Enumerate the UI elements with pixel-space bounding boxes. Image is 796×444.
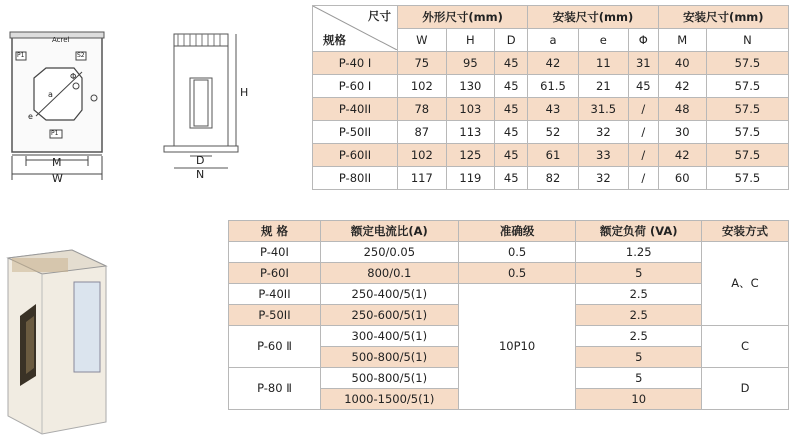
- header-ratio: 额定电流比(A): [320, 221, 458, 242]
- cell-model: P-60I: [229, 263, 321, 284]
- cell-e: 31.5: [578, 98, 628, 121]
- label-w: W: [52, 172, 63, 185]
- cell-load: 5: [576, 263, 702, 284]
- label-p2: S2: [77, 52, 85, 59]
- cell-class: 0.5: [458, 263, 576, 284]
- cell-load: 10: [576, 389, 702, 410]
- header-mount: 安装方式: [701, 221, 788, 242]
- label-p1: P1: [17, 52, 25, 59]
- cell-phi: /: [629, 121, 659, 144]
- cell-mount-c: C: [701, 326, 788, 368]
- cell-load: 2.5: [576, 305, 702, 326]
- cell-w: 87: [398, 121, 447, 144]
- cell-ratio: 500-800/5(1): [320, 368, 458, 389]
- cell-d: 45: [495, 121, 528, 144]
- subheader-a: a: [528, 29, 578, 52]
- cell-h: 125: [446, 144, 495, 167]
- cell-m: 30: [658, 121, 706, 144]
- label-phi: Φ: [70, 72, 77, 81]
- cell-a: 42: [528, 52, 578, 75]
- cell-w: 78: [398, 98, 447, 121]
- cell-phi: 45: [629, 75, 659, 98]
- ratings-table: [228, 220, 789, 410]
- product-photo: [2, 236, 110, 436]
- cell-m: 48: [658, 98, 706, 121]
- cell-w: 102: [398, 144, 447, 167]
- cell-phi: 31: [629, 52, 659, 75]
- cell-class-merged: 10P10: [458, 284, 576, 410]
- cell-n: 57.5: [706, 98, 788, 121]
- cell-a: 82: [528, 167, 578, 190]
- label-d: D: [196, 154, 205, 167]
- cell-w: 75: [398, 52, 447, 75]
- cell-load: 5: [576, 347, 702, 368]
- cell-load: 5: [576, 368, 702, 389]
- cell-model: P-60II: [313, 144, 398, 167]
- cell-mount-d: D: [701, 368, 788, 410]
- cell-ratio: 250-600/5(1): [320, 305, 458, 326]
- subheader-w: W: [398, 29, 447, 52]
- cell-model: P-40I: [229, 242, 321, 263]
- cell-n: 57.5: [706, 144, 788, 167]
- cell-ratio: 1000-1500/5(1): [320, 389, 458, 410]
- cell-e: 32: [578, 167, 628, 190]
- label-n: N: [196, 168, 205, 181]
- corner-bottom-label: 规格: [323, 33, 346, 48]
- cell-n: 57.5: [706, 121, 788, 144]
- cell-model: P-80II: [313, 167, 398, 190]
- cell-model: P-40II: [229, 284, 321, 305]
- label-s1: P1: [51, 130, 59, 137]
- header-model: 规 格: [229, 221, 321, 242]
- cell-e: 32: [578, 121, 628, 144]
- subheader-m: M: [658, 29, 706, 52]
- dimensions-table: [312, 5, 789, 190]
- group-header-install2: 安装尺寸(mm): [658, 6, 788, 29]
- table-row: [313, 121, 789, 144]
- cell-d: 45: [495, 144, 528, 167]
- cell-load: 1.25: [576, 242, 702, 263]
- label-acrel: Acrel: [52, 36, 70, 44]
- cell-model: P-40 I: [313, 52, 398, 75]
- table-header-row: [229, 221, 789, 242]
- cell-class: 0.5: [458, 242, 576, 263]
- side-view-drawing: [160, 28, 250, 188]
- label-m: M: [52, 156, 62, 169]
- cell-model: P-50II: [313, 121, 398, 144]
- cell-d: 45: [495, 52, 528, 75]
- cell-a: 61.5: [528, 75, 578, 98]
- cell-a: 61: [528, 144, 578, 167]
- corner-top-label: 尺寸: [368, 9, 391, 23]
- cell-load: 2.5: [576, 284, 702, 305]
- cell-n: 57.5: [706, 75, 788, 98]
- cell-a: 52: [528, 121, 578, 144]
- table-row: [313, 167, 789, 190]
- group-header-outline: 外形尺寸(mm): [398, 6, 528, 29]
- cell-m: 42: [658, 144, 706, 167]
- cell-d: 45: [495, 75, 528, 98]
- table-row: [313, 75, 789, 98]
- cell-model: P-80 Ⅱ: [229, 368, 321, 410]
- subheader-d: D: [495, 29, 528, 52]
- cell-e: 21: [578, 75, 628, 98]
- label-e: e: [28, 112, 33, 121]
- cell-ratio: 300-400/5(1): [320, 326, 458, 347]
- label-a: a: [48, 90, 53, 99]
- cell-w: 102: [398, 75, 447, 98]
- cell-model: P-60 I: [313, 75, 398, 98]
- subheader-h: H: [446, 29, 495, 52]
- cell-ratio: 250/0.05: [320, 242, 458, 263]
- cell-ratio: 800/0.1: [320, 263, 458, 284]
- cell-a: 43: [528, 98, 578, 121]
- cell-model: P-50II: [229, 305, 321, 326]
- cell-h: 103: [446, 98, 495, 121]
- cell-ratio: 500-800/5(1): [320, 347, 458, 368]
- cell-d: 45: [495, 98, 528, 121]
- cell-h: 113: [446, 121, 495, 144]
- cell-ratio: 250-400/5(1): [320, 284, 458, 305]
- cell-n: 57.5: [706, 52, 788, 75]
- header-class: 准确级: [458, 221, 576, 242]
- cell-m: 42: [658, 75, 706, 98]
- subheader-n: N: [706, 29, 788, 52]
- header-load: 额定负荷 (VA): [576, 221, 702, 242]
- cell-h: 95: [446, 52, 495, 75]
- cell-phi: /: [629, 144, 659, 167]
- cell-n: 57.5: [706, 167, 788, 190]
- subheader-e: e: [578, 29, 628, 52]
- cell-e: 11: [578, 52, 628, 75]
- cell-h: 119: [446, 167, 495, 190]
- cell-phi: /: [629, 167, 659, 190]
- cell-model: P-40II: [313, 98, 398, 121]
- label-h: H: [240, 86, 249, 99]
- front-view-drawing: [4, 28, 108, 188]
- table-row: [229, 242, 789, 263]
- cell-mount-ac: A、C: [701, 242, 788, 326]
- table-row: [313, 144, 789, 167]
- table-row: [313, 52, 789, 75]
- corner-cell: [313, 6, 398, 52]
- cell-h: 130: [446, 75, 495, 98]
- cell-w: 117: [398, 167, 447, 190]
- cell-phi: /: [629, 98, 659, 121]
- cell-load: 2.5: [576, 326, 702, 347]
- subheader-phi: Φ: [629, 29, 659, 52]
- cell-e: 33: [578, 144, 628, 167]
- cell-m: 40: [658, 52, 706, 75]
- cell-m: 60: [658, 167, 706, 190]
- cell-model: P-60 Ⅱ: [229, 326, 321, 368]
- cell-d: 45: [495, 167, 528, 190]
- group-header-install1: 安装尺寸(mm): [528, 6, 658, 29]
- table-row: [313, 98, 789, 121]
